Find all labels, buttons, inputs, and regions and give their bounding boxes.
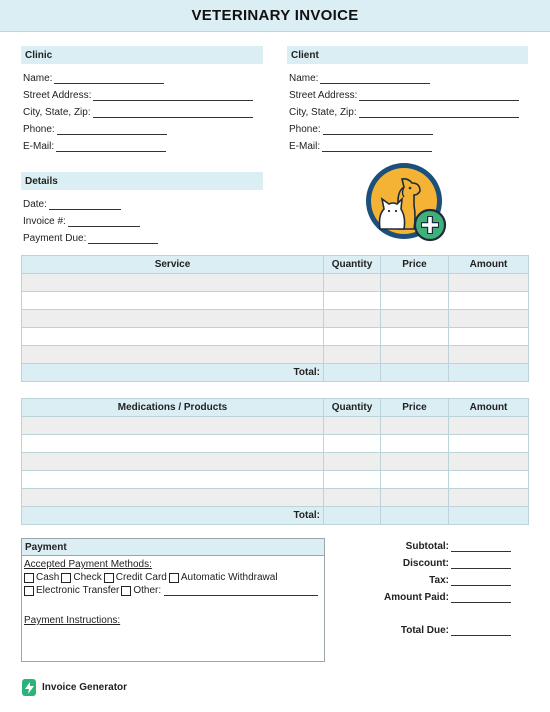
client-name-label: Name: bbox=[289, 73, 319, 84]
client-phone-field[interactable] bbox=[289, 124, 433, 135]
payment-methods-row-1 bbox=[24, 572, 278, 583]
tax-field[interactable] bbox=[429, 575, 511, 586]
medications-table bbox=[21, 398, 529, 525]
client-city-label: City, State, Zip: bbox=[289, 107, 357, 118]
clinic-street-field[interactable] bbox=[23, 90, 253, 101]
electronic-transfer-label: Electronic Transfer bbox=[36, 585, 120, 596]
subtotal-label: Subtotal: bbox=[405, 541, 449, 552]
table-row[interactable] bbox=[22, 417, 529, 435]
table-row[interactable] bbox=[22, 489, 529, 507]
automatic-withdrawal-label: Automatic Withdrawal bbox=[180, 572, 278, 583]
invoice-number-label: Invoice #: bbox=[23, 216, 66, 227]
invoice-number-field[interactable] bbox=[23, 216, 140, 227]
table-row[interactable] bbox=[22, 274, 529, 292]
medications-total-quantity[interactable] bbox=[324, 507, 381, 525]
cash-label: Cash bbox=[36, 572, 60, 583]
check-checkbox[interactable] bbox=[61, 573, 71, 583]
invoice-generator-logo-icon bbox=[22, 679, 36, 696]
accepted-methods-label: Accepted Payment Methods: bbox=[24, 559, 152, 570]
credit-card-label: Credit Card bbox=[115, 572, 167, 583]
medications-total-row bbox=[22, 507, 529, 525]
check-label: Check bbox=[73, 572, 102, 583]
service-header: Service bbox=[22, 256, 324, 274]
table-row[interactable] bbox=[22, 328, 529, 346]
other-checkbox[interactable] bbox=[121, 586, 131, 596]
clinic-phone-label: Phone: bbox=[23, 124, 55, 135]
service-total-quantity[interactable] bbox=[324, 364, 381, 382]
cash-checkbox[interactable] bbox=[24, 573, 34, 583]
quantity-header: Quantity bbox=[324, 256, 381, 274]
medications-table-header bbox=[22, 399, 529, 417]
client-street-field[interactable] bbox=[289, 90, 519, 101]
medications-total-amount[interactable] bbox=[449, 507, 529, 525]
clinic-city-field[interactable] bbox=[23, 107, 253, 118]
payment-box bbox=[21, 538, 325, 662]
brand-label: Invoice Generator bbox=[42, 682, 128, 693]
subtotal-field[interactable] bbox=[406, 541, 511, 552]
clinic-name-field[interactable] bbox=[23, 73, 164, 84]
total-due-field[interactable] bbox=[401, 625, 511, 636]
other-label: Other: bbox=[133, 585, 162, 596]
table-row[interactable] bbox=[22, 310, 529, 328]
service-table bbox=[21, 255, 529, 382]
client-email-label: E-Mail: bbox=[289, 141, 321, 152]
table-row[interactable] bbox=[22, 471, 529, 489]
date-label: Date: bbox=[23, 199, 47, 210]
table-row[interactable] bbox=[22, 453, 529, 471]
client-email-field[interactable] bbox=[289, 141, 432, 152]
clinic-street-label: Street Address: bbox=[23, 90, 92, 101]
service-total-amount[interactable] bbox=[449, 364, 529, 382]
clinic-phone-field[interactable] bbox=[23, 124, 167, 135]
payment-instructions-label: Payment Instructions: bbox=[24, 615, 121, 626]
amount-header: Amount bbox=[449, 256, 529, 274]
clinic-heading: Clinic bbox=[21, 46, 263, 64]
quantity-header: Quantity bbox=[324, 399, 381, 417]
client-name-field[interactable] bbox=[289, 73, 430, 84]
table-row[interactable] bbox=[22, 346, 529, 364]
price-header: Price bbox=[381, 256, 449, 274]
clinic-name-label: Name: bbox=[23, 73, 53, 84]
payment-due-label: Payment Due: bbox=[23, 233, 87, 244]
automatic-withdrawal-checkbox[interactable] bbox=[169, 573, 179, 583]
client-street-label: Street Address: bbox=[289, 90, 358, 101]
tax-label: Tax: bbox=[429, 575, 449, 586]
payment-methods-row-2 bbox=[24, 585, 318, 596]
electronic-transfer-checkbox[interactable] bbox=[24, 586, 34, 596]
service-table-header bbox=[22, 256, 529, 274]
medications-total-label: Total: bbox=[22, 507, 324, 525]
invoice-generator-brand[interactable] bbox=[22, 679, 127, 696]
page-title: VETERINARY INVOICE bbox=[191, 7, 359, 24]
amount-paid-label: Amount Paid: bbox=[384, 592, 449, 603]
date-field[interactable] bbox=[23, 199, 121, 210]
client-phone-label: Phone: bbox=[289, 124, 321, 135]
service-total-price[interactable] bbox=[381, 364, 449, 382]
table-row[interactable] bbox=[22, 435, 529, 453]
service-total-label: Total: bbox=[22, 364, 324, 382]
amount-paid-field[interactable] bbox=[384, 592, 511, 603]
medications-header: Medications / Products bbox=[22, 399, 324, 417]
vet-dog-cat-plus-icon bbox=[364, 161, 450, 247]
payment-due-field[interactable] bbox=[23, 233, 158, 244]
price-header: Price bbox=[381, 399, 449, 417]
discount-label: Discount: bbox=[402, 558, 449, 569]
clinic-email-field[interactable] bbox=[23, 141, 166, 152]
discount-field[interactable] bbox=[403, 558, 511, 569]
clinic-city-label: City, State, Zip: bbox=[23, 107, 91, 118]
client-city-field[interactable] bbox=[289, 107, 519, 118]
clinic-email-label: E-Mail: bbox=[23, 141, 55, 152]
credit-card-checkbox[interactable] bbox=[104, 573, 114, 583]
total-due-label: Total Due: bbox=[400, 625, 449, 636]
title-bar bbox=[0, 0, 550, 32]
medications-total-price[interactable] bbox=[381, 507, 449, 525]
service-total-row bbox=[22, 364, 529, 382]
client-heading: Client bbox=[287, 46, 528, 64]
amount-header: Amount bbox=[449, 399, 529, 417]
details-heading: Details bbox=[21, 172, 263, 190]
payment-heading: Payment bbox=[22, 539, 324, 556]
table-row[interactable] bbox=[22, 292, 529, 310]
other-field[interactable] bbox=[164, 586, 318, 596]
